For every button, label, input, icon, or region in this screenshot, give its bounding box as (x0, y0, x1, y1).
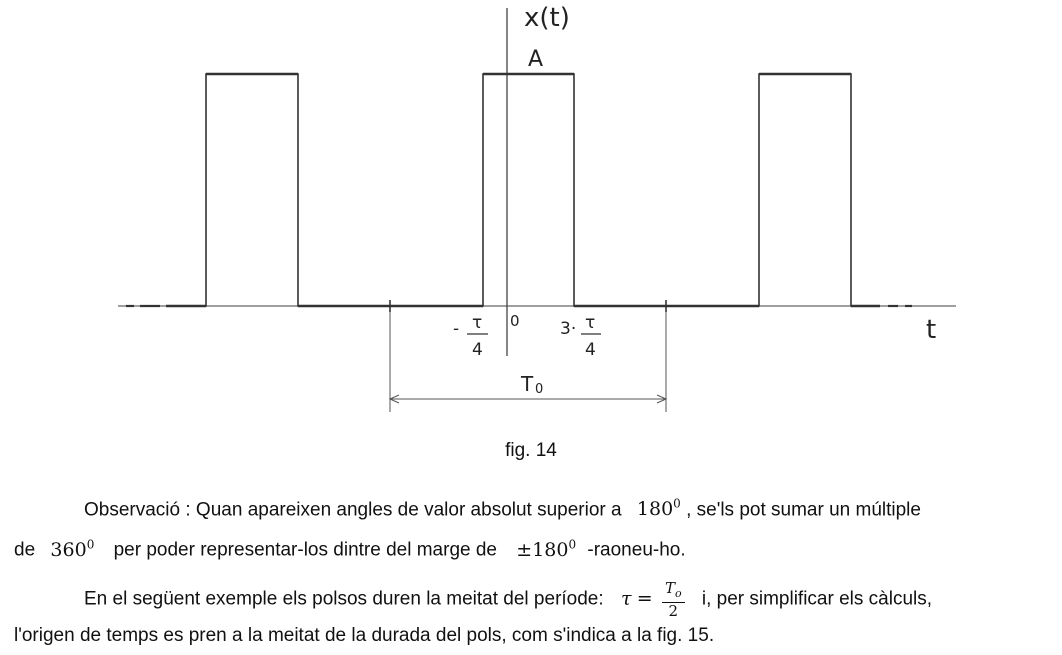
svg-text:τ: τ (472, 313, 483, 333)
p1-text-b: , se'ls pot sumar un múltiple (686, 499, 921, 521)
p2-text-a: En el següent exemple els polsos duren la meitat del període: (84, 588, 604, 610)
svg-text:τ: τ (585, 313, 596, 333)
p2-tau: τ (620, 587, 632, 610)
p1-angle-pm180: $\pm 180^0$ (516, 537, 577, 561)
square-wave (126, 74, 912, 306)
svg-text:-: - (453, 319, 460, 339)
p1-angle-180: $180^0$ (636, 497, 681, 521)
x-axis-label: t (926, 315, 937, 345)
period-label (520, 372, 543, 397)
waveform-path (166, 74, 880, 306)
example-paragraph (14, 580, 1059, 653)
three-tau-quarter-label (560, 313, 601, 360)
minus-tau-quarter-label (453, 313, 488, 360)
svg-text:4: 4 (585, 340, 596, 360)
p1-angle-360: $360^0$ (50, 537, 95, 561)
svg-text:4: 4 (472, 340, 483, 360)
p2-fraction: $\frac{T_o}{2}$ (662, 580, 685, 619)
origin-label: 0 (510, 312, 520, 330)
p2-text-c: l'origen de temps es pren a la meitat de la durada del pols, com s'indica a la fig. 15. (14, 625, 715, 646)
svg-text:0: 0 (535, 382, 544, 397)
observation-paragraph (14, 487, 1059, 568)
p1-text-d: -raoneu-ho. (587, 539, 686, 561)
amplitude-label: A (528, 47, 544, 72)
p1-de: de (14, 539, 36, 561)
svg-text:T: T (521, 372, 534, 396)
p1-text-c: per poder representar-los dintre del marge de (113, 539, 497, 561)
figure-caption: fig. 14 (505, 440, 557, 461)
p2-equals: = (636, 587, 653, 610)
y-axis-label: x(t) (524, 3, 570, 33)
svg-text:3·: 3· (560, 319, 577, 339)
p1-text-a: Observació : Quan apareixen angles de valor absolut superior a (84, 499, 622, 521)
p2-text-b: i, per simplificar els càlculs, (701, 588, 933, 610)
